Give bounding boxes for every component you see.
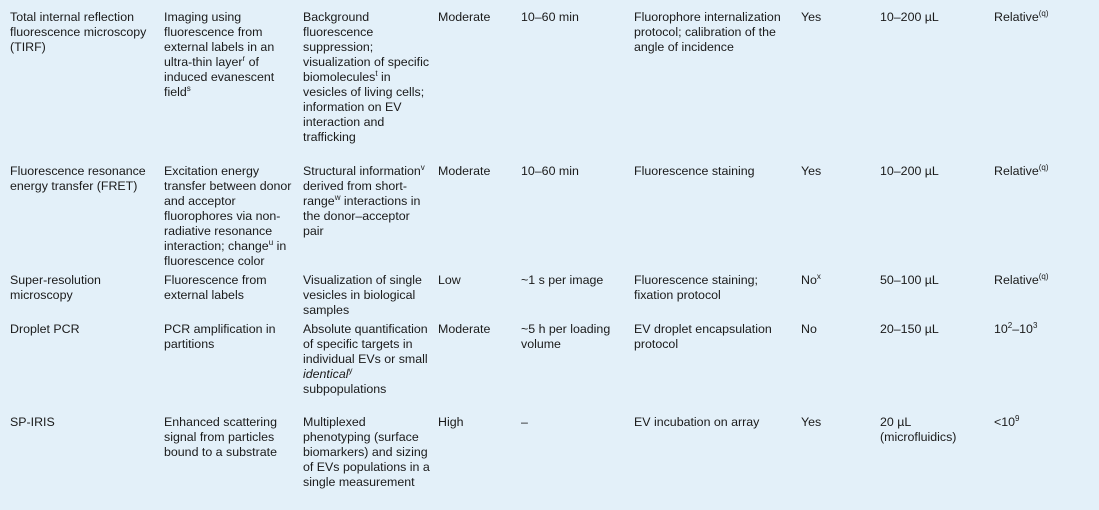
- preparation-cell: EV droplet encapsulation protocol: [634, 322, 772, 351]
- method-cell: Fluorescence resonance energy transfer (FRET): [10, 164, 146, 193]
- time-cell: 10–60 min: [521, 164, 579, 178]
- information-cell: Background fluorescence suppression; visualization of specific biomolecules$^t$ in vesicles of living cells; information on EV interaction and trafficking: [303, 10, 430, 144]
- volume-cell: 20 µL (microfluidics): [880, 415, 957, 444]
- single-ev-cell: No$^x$: [801, 272, 821, 287]
- principle-cell: Excitation energy transfer between donor and acceptor fluorophores via non-radiative resonance interaction; change$^u$ in fluorescence color: [164, 164, 292, 268]
- method-cell: Total internal reflection fluorescence microscopy (TIRF): [10, 10, 147, 54]
- information-cell: Absolute quantification of specific targets in individual EVs or small identical$^y$ subpopulations: [303, 322, 428, 396]
- throughput-cell: Moderate: [438, 10, 491, 24]
- time-cell: ~1 s per image: [521, 273, 604, 287]
- method-cell: Droplet PCR: [10, 322, 80, 336]
- single-ev-cell: Yes: [801, 10, 822, 24]
- principle-cell: Fluorescence from external labels: [164, 273, 267, 302]
- single-ev-cell: Yes: [801, 164, 822, 178]
- information-cell: Visualization of single vesicles in biological samples: [303, 273, 422, 317]
- preparation-cell: Fluorescence staining; fixation protocol: [634, 273, 758, 302]
- single-ev-cell: Yes: [801, 415, 822, 429]
- throughput-cell: Moderate: [438, 322, 491, 336]
- preparation-cell: Fluorescence staining: [634, 164, 755, 178]
- principle-cell: Enhanced scattering signal from particles bound to a substrate: [164, 415, 277, 459]
- throughput-cell: Moderate: [438, 164, 491, 178]
- preparation-cell: Fluorophore internalization protocol; calibration of the angle of incidence: [634, 10, 781, 54]
- quantification-cell: Relative$^{(q)}$: [994, 163, 1049, 178]
- information-cell: Multiplexed phenotyping (surface biomarkers) and sizing of EVs populations in a single measurement: [303, 415, 430, 489]
- principle-cell: Imaging using fluorescence from external labels in an ultra-thin layer$^r$ of induced evanescent field$^s$: [164, 10, 275, 99]
- volume-cell: 10–200 µL: [880, 164, 939, 178]
- quantification-cell: $10^2-10^3$: [994, 321, 1038, 336]
- single-ev-cell: No: [801, 322, 817, 336]
- quantification-cell: Relative$^{(q)}$: [994, 272, 1049, 287]
- volume-cell: 50–100 µL: [880, 273, 939, 287]
- quantification-cell: $<10^9$: [994, 414, 1020, 429]
- volume-cell: 10–200 µL: [880, 10, 939, 24]
- time-cell: ~5 h per loading volume: [521, 322, 611, 351]
- volume-cell: 20–150 µL: [880, 322, 939, 336]
- time-cell: 10–60 min: [521, 10, 579, 24]
- method-cell: Super-resolution microscopy: [10, 273, 101, 302]
- throughput-cell: Low: [438, 273, 461, 287]
- preparation-cell: EV incubation on array: [634, 415, 760, 429]
- principle-cell: PCR amplification in partitions: [164, 322, 276, 351]
- method-cell: SP-IRIS: [10, 415, 55, 429]
- time-cell: –: [521, 415, 528, 429]
- throughput-cell: High: [438, 415, 464, 429]
- information-cell: Structural information$^v$ derived from short-range$^w$ interactions in the donor–acceptor pair: [303, 163, 425, 238]
- quantification-cell: Relative$^{(q)}$: [994, 9, 1049, 24]
